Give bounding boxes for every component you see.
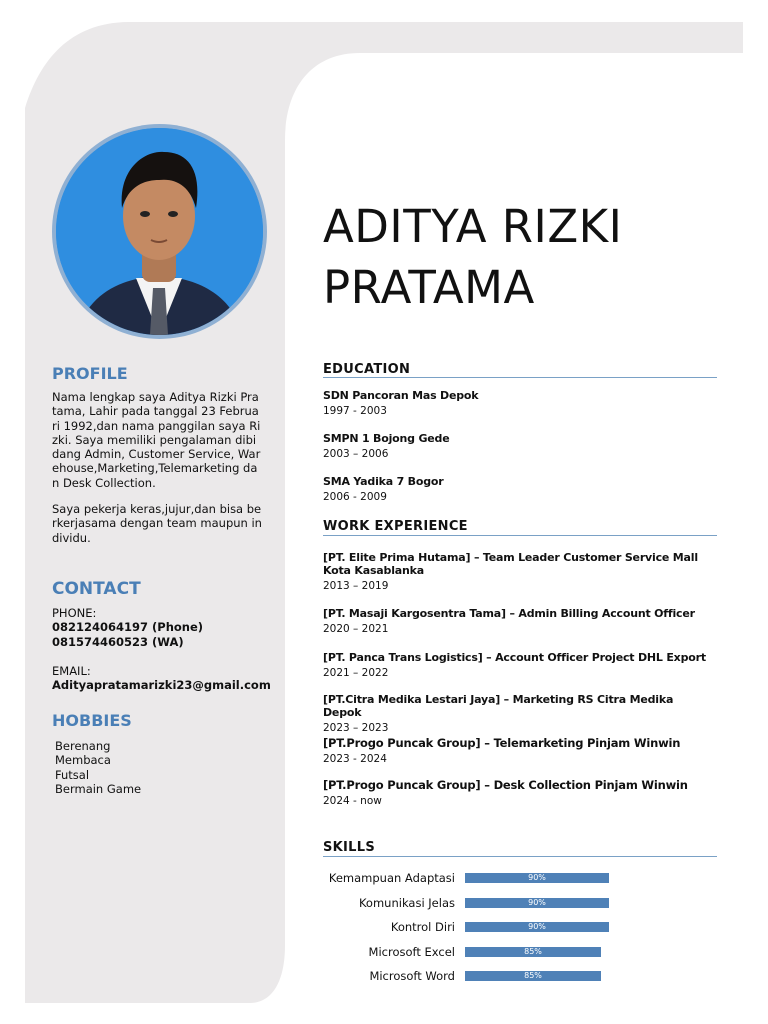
school-years: 2006 - 2009 — [323, 491, 387, 503]
skill-name: Komunikasi Jelas — [358, 895, 455, 910]
profile-paragraph: Nama lengkap saya Aditya Rizki Pratama, Lahir pada tanggal 23 Februari 1992,dan nama panggilan saya Rizki. Saya memiliki pengalaman dibidang Admin, Customer Service, Warehouse,Marketing,Telemarketing dan Desk Collection. — [52, 390, 261, 490]
job-years: 2024 - now — [323, 795, 382, 807]
phone-number[interactable]: 082124064197 (Phone) — [52, 620, 204, 635]
skills-rule — [323, 856, 717, 857]
hobby-item: Bermain Game — [55, 781, 142, 796]
job-title: [PT.Progo Puncak Group] – Desk Collection Pinjam Winwin — [323, 778, 688, 792]
contact-block — [52, 606, 292, 692]
skill-row — [323, 942, 717, 967]
skill-row — [323, 893, 717, 918]
work-item — [323, 651, 713, 680]
email-label: EMAIL: — [52, 663, 91, 678]
profile-text — [52, 390, 262, 557]
skill-row — [323, 966, 717, 991]
work-heading: WORK EXPERIENCE — [323, 519, 468, 534]
education-item — [323, 432, 713, 461]
hobbies-heading: HOBBIES — [52, 711, 132, 730]
work-item — [323, 693, 713, 735]
skills-list — [323, 868, 717, 991]
job-title: [PT. Elite Prima Hutama] – Team Leader Customer Service Mall Kota Kasablanka — [323, 551, 698, 577]
work-item — [323, 779, 713, 808]
school-name: SMA Yadika 7 Bogor — [323, 475, 444, 488]
skill-name: Microsoft Excel — [368, 944, 455, 959]
phone-label: PHONE: — [52, 606, 97, 620]
job-title: [PT.Citra Medika Lestari Jaya] – Marketing RS Citra Medika Depok — [323, 693, 674, 719]
school-years: 1997 - 2003 — [323, 405, 387, 417]
job-title: [PT. Panca Trans Logistics] – Account Officer Project DHL Export — [323, 651, 706, 664]
job-years: 2020 – 2021 — [323, 623, 389, 635]
skill-name: Kontrol Diri — [390, 920, 455, 934]
name-line-1: ADITYA RIZKI — [323, 200, 623, 253]
job-years: 2023 - 2024 — [323, 753, 387, 765]
school-years: 2003 – 2006 — [323, 448, 389, 460]
email-address[interactable]: Adityapratamarizki23@gmail.com — [52, 678, 271, 693]
job-years: 2023 – 2023 — [323, 722, 389, 734]
job-title: [PT.Progo Puncak Group] – Telemarketing Pinjam Winwin — [323, 736, 681, 750]
skills-heading: SKILLS — [323, 840, 376, 855]
job-years: 2021 – 2022 — [323, 667, 389, 679]
profile-heading: PROFILE — [52, 364, 128, 383]
hobbies-list — [55, 739, 265, 796]
full-name — [323, 196, 622, 318]
skill-level-bar: 90% — [465, 898, 609, 908]
hobby-item: Membaca — [55, 753, 111, 768]
wa-number[interactable]: 081574460523 (WA) — [52, 634, 184, 649]
work-item — [323, 737, 713, 766]
education-rule — [323, 377, 717, 378]
job-years: 2013 – 2019 — [323, 580, 389, 592]
name-line-2: PRATAMA — [323, 261, 535, 314]
school-name: SDN Pancoran Mas Depok — [323, 389, 479, 402]
hobby-item: Berenang — [55, 739, 111, 753]
skill-name: Microsoft Word — [369, 969, 455, 983]
skill-level-bar: 90% — [465, 922, 609, 932]
profile-paragraph: Saya pekerja keras,jujur,dan bisa berkerjasama dengan team maupun individu. — [52, 502, 262, 545]
education-item — [323, 389, 713, 418]
profile-photo-frame — [52, 124, 267, 339]
skill-name: Kemampuan Adaptasi — [328, 871, 455, 885]
work-rule — [323, 535, 717, 536]
contact-heading: CONTACT — [52, 579, 141, 599]
skill-level-bar: 85% — [465, 947, 601, 957]
work-item — [323, 607, 713, 636]
skill-row — [323, 917, 717, 942]
skill-level-bar: 85% — [465, 971, 601, 981]
school-name: SMPN 1 Bojong Gede — [323, 432, 450, 445]
job-title: [PT. Masaji Kargosentra Tama] – Admin Billing Account Officer — [323, 607, 695, 620]
education-heading: EDUCATION — [323, 362, 411, 377]
education-item — [323, 475, 713, 504]
skill-level-bar: 90% — [465, 873, 609, 883]
work-item — [323, 551, 713, 593]
hobby-item: Futsal — [55, 767, 90, 782]
skill-row — [323, 868, 717, 893]
profile-photo — [56, 128, 263, 335]
